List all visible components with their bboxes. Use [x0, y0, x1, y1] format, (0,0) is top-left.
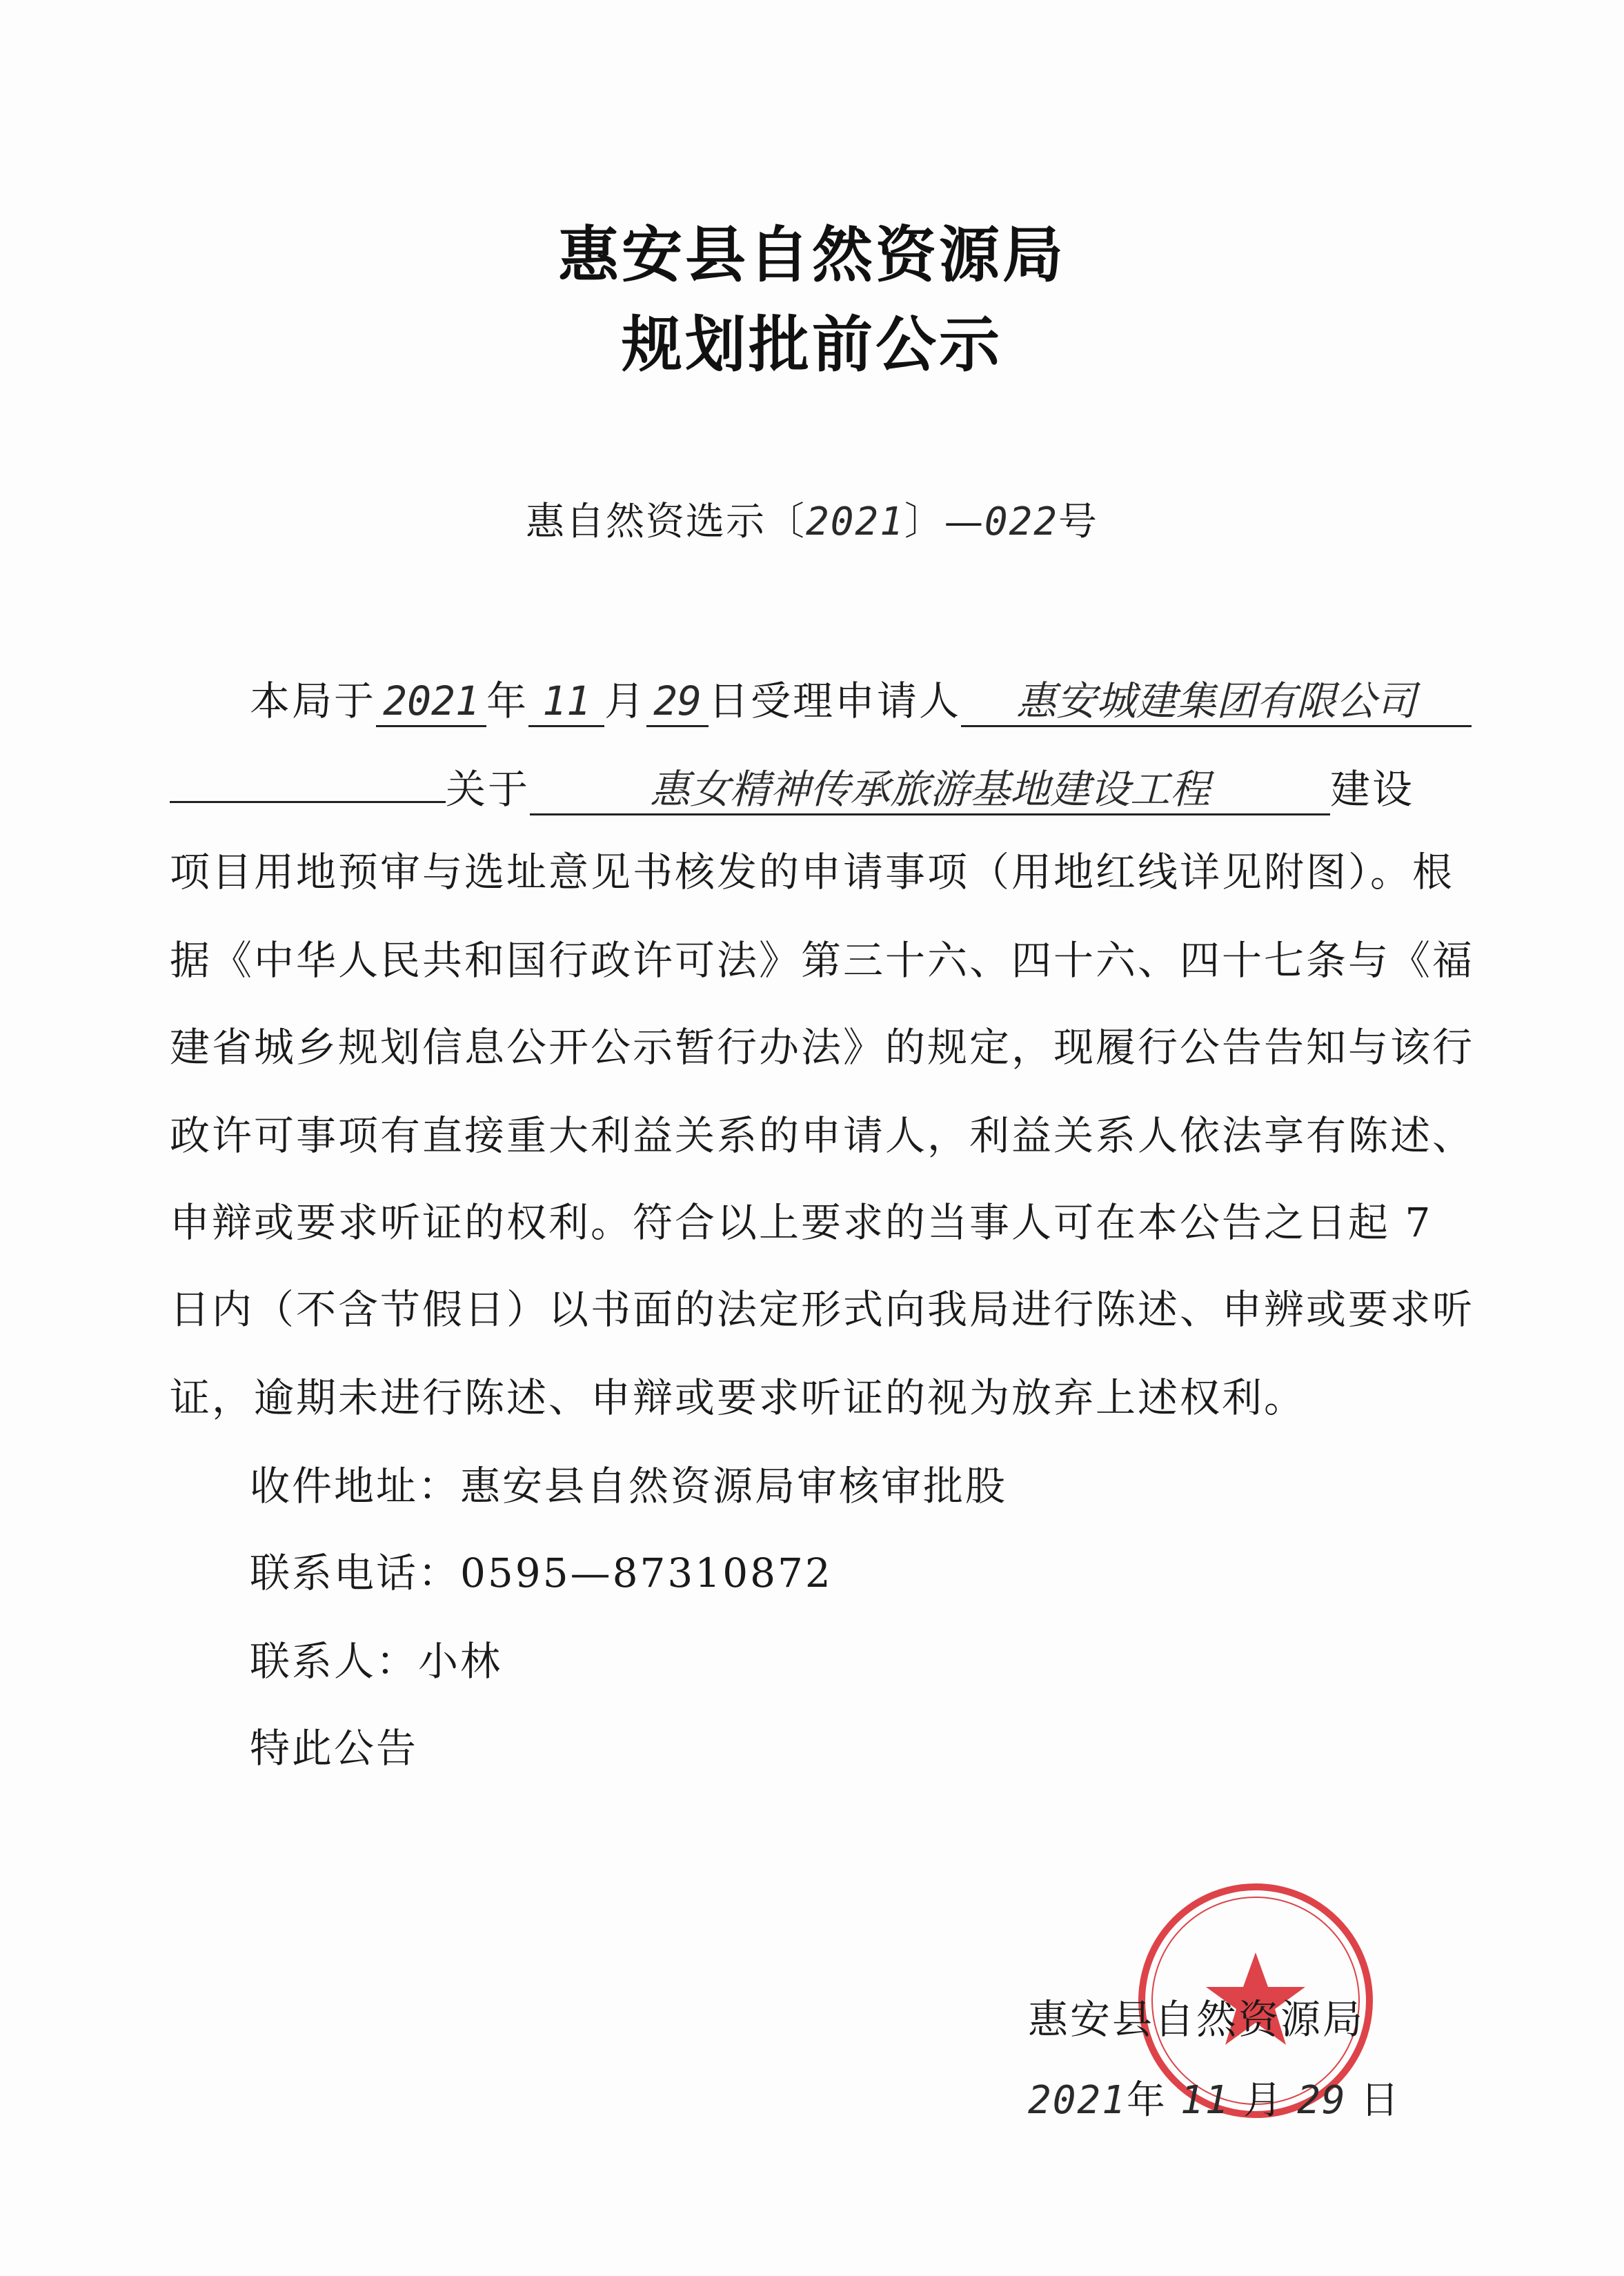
doc-number-suffix: 号	[1058, 499, 1098, 544]
body-line-3: 项目用地预审与选址意见书核发的申请事项（用地红线详见附图）。根	[170, 849, 1455, 895]
project-name: 惠女精神传承旅游基地建设工程	[530, 765, 1330, 815]
body-line-1	[170, 673, 1540, 729]
footer-month-unit: 月	[1243, 2078, 1284, 2123]
year-unit: 年	[486, 677, 529, 724]
footer-month: 11	[1180, 2078, 1230, 2123]
construction-text: 建设	[1330, 766, 1415, 813]
footer-date	[1028, 2070, 1400, 2125]
received-year: 2021	[376, 677, 486, 727]
footer-day-unit: 日	[1360, 2078, 1400, 2123]
day-unit: 日受理申请人	[709, 677, 962, 724]
body-line-5: 建省城乡规划信息公开公示暂行办法》的规定，现履行公告告知与该行	[170, 1024, 1475, 1071]
blank-prefix	[170, 801, 446, 803]
footer-org: 惠安县自然资源局	[1028, 1996, 1365, 2043]
footer-day: 29	[1297, 2078, 1347, 2123]
org-title: 惠安县自然资源局	[557, 219, 1066, 290]
doc-number-mid: 〕—	[904, 499, 984, 544]
document-number	[0, 491, 1624, 546]
contact-phone: 联系电话：0595—87310872	[250, 1550, 833, 1596]
body-line-4: 据《中华人民共和国行政许可法》第三十六、四十六、四十七条与《福	[170, 937, 1475, 984]
received-month: 11	[528, 677, 604, 727]
doc-title: 规划批前公示	[621, 309, 1002, 380]
doc-number-serial: 022	[984, 499, 1058, 544]
body-line-2	[170, 762, 1460, 817]
contact-person: 联系人：小林	[250, 1638, 503, 1685]
intro-text: 本局于	[250, 677, 377, 724]
closing-text: 特此公告	[250, 1725, 419, 1772]
doc-number-year: 2021	[805, 499, 904, 544]
received-day: 29	[646, 677, 709, 727]
body-line-7: 申辩或要求听证的权利。符合以上要求的当事人可在本公告之日起 7	[170, 1199, 1433, 1246]
contact-address: 收件地址：惠安县自然资源局审核审批股	[250, 1463, 1008, 1510]
body-line-9: 证，逾期未进行陈述、申辩或要求听证的视为放弃上述权利。	[170, 1374, 1307, 1421]
footer-year-unit: 年	[1126, 2078, 1167, 2123]
body-line-8: 日内（不含节假日）以书面的法定形式向我局进行陈述、申辨或要求听	[170, 1286, 1475, 1333]
body-line-6: 政许可事项有直接重大利益关系的申请人，利益关系人依法享有陈述、	[170, 1112, 1475, 1159]
month-unit: 月	[604, 677, 647, 724]
doc-number-prefix: 惠自然资选示〔	[525, 499, 806, 544]
applicant-name: 惠安城建集团有限公司	[961, 677, 1472, 727]
footer-year: 2021	[1028, 2078, 1127, 2123]
about-text: 关于	[446, 766, 531, 813]
